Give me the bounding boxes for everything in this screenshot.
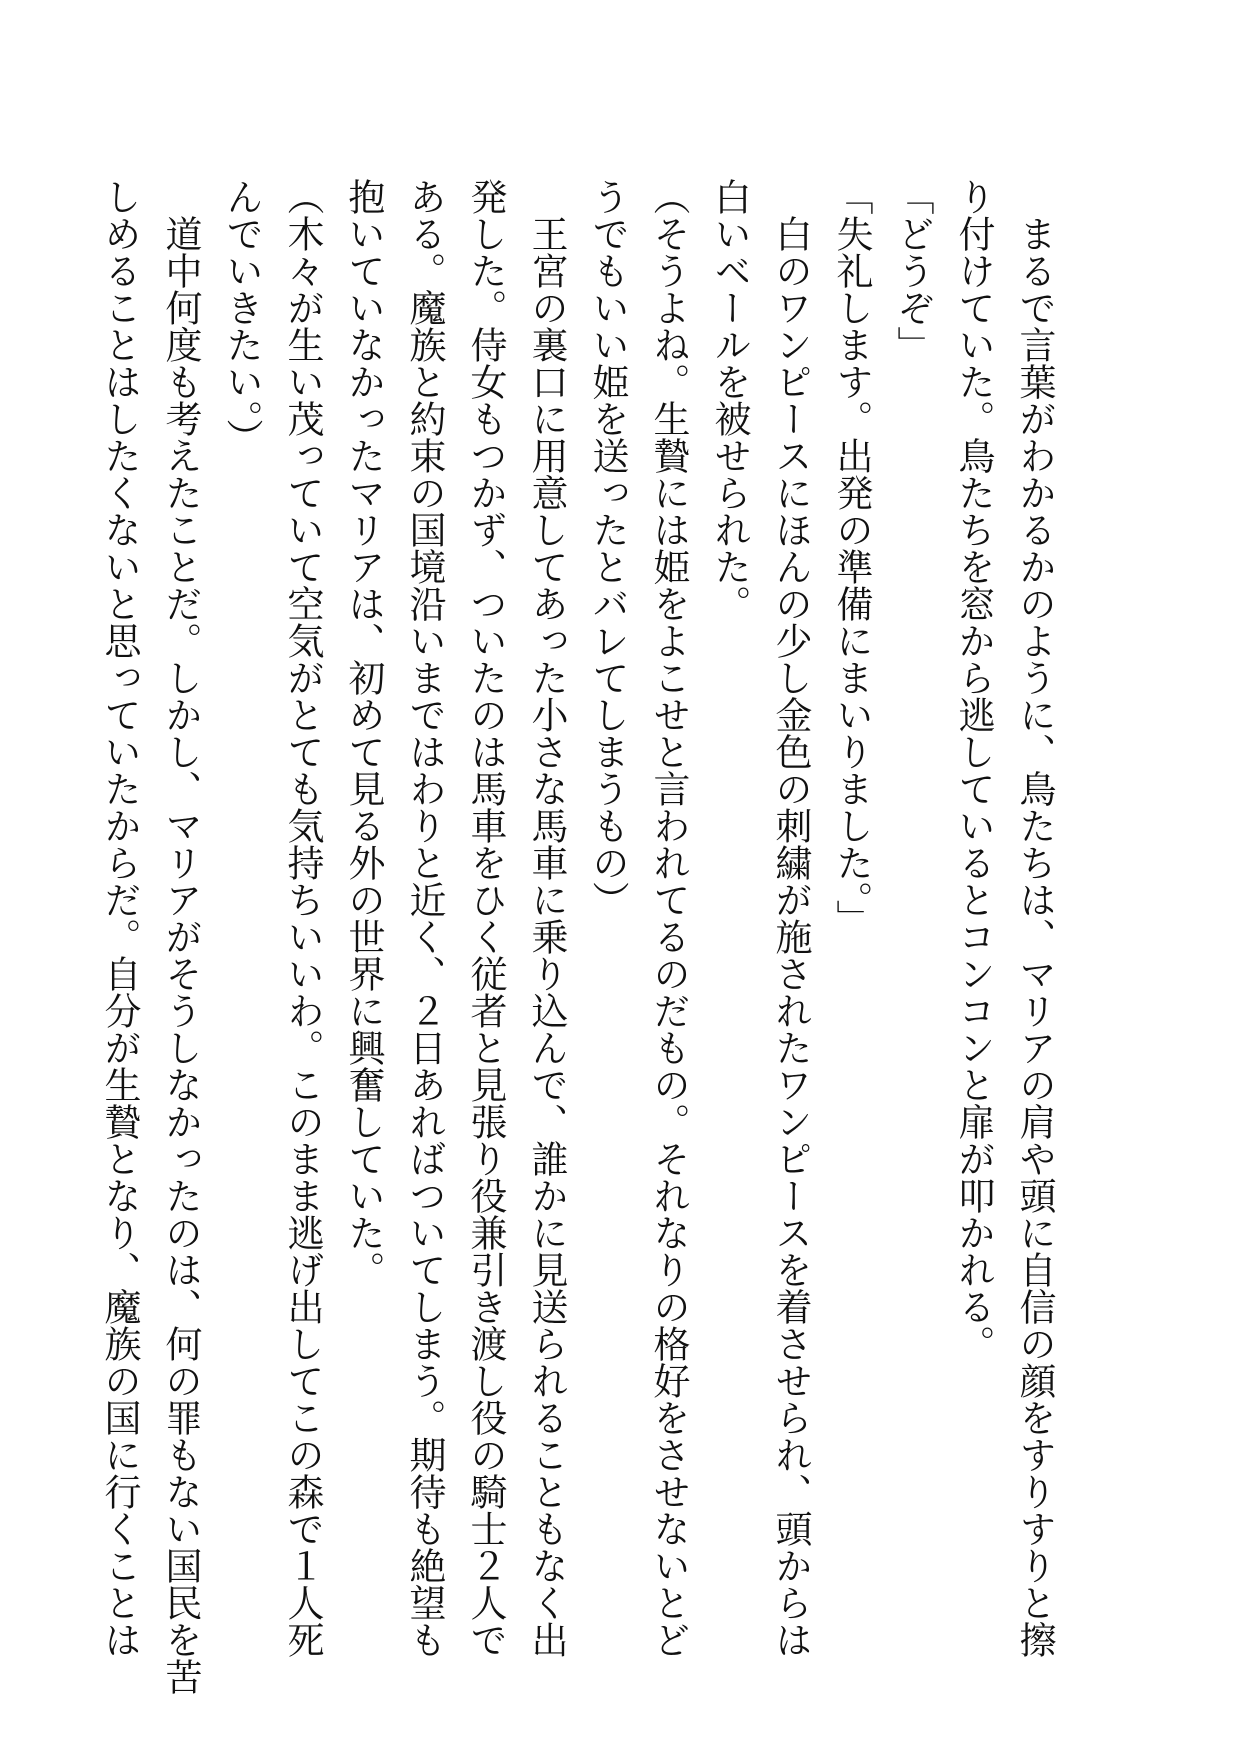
text-line-5: 白のワンピースにほんの少し金色の刺繍が施されたワンピースを着させられ、頭からは bbox=[769, 178, 812, 1658]
text-line-6: 白いベールを被せられた。 bbox=[708, 178, 751, 622]
text-line-3: 「どうぞ」 bbox=[891, 178, 934, 363]
text-line-9: 王宮の裏口に用意してあった小さな馬車に乗り込んで、誰かに見送られることもなく出 bbox=[525, 178, 568, 1658]
text-line-4: 「失礼します。出発の準備にまいりました。」 bbox=[830, 178, 873, 937]
text-line-12: 抱いていなかったマリアは、初めて見る外の世界に興奮していた。 bbox=[342, 178, 385, 1288]
text-line-7: （そうよね。生贄には姫をよこせと言われてるのだもの。それなりの格好をさせないとど bbox=[647, 178, 690, 1658]
text-line-15: 道中何度も考えたことだ。しかし、マリアがそうしなかったのは、何の罪もない国民を苦 bbox=[159, 178, 202, 1695]
text-line-2: り付けていた。鳥たちを窓から逃しているとコンコンと扉が叩かれる。 bbox=[952, 178, 995, 1362]
text-line-11: ある。魔族と約束の国境沿いまではわりと近く、２日あればついてしまう。期待も絶望も bbox=[403, 178, 446, 1658]
text-line-10: 発した。侍女もつかず、ついたのは馬車をひく従者と見張り役兼引き渡し役の騎士２人で bbox=[464, 178, 507, 1658]
text-line-8: うでもいい姫を送ったとバレてしまうもの） bbox=[586, 178, 629, 918]
text-line-16: しめることはしたくないと思っていたからだ。自分が生贄となり、魔族の国に行くことは bbox=[98, 178, 141, 1658]
text-line-1: まるで言葉がわかるかのように、鳥たちは、マリアの肩や頭に自信の顔をすりすりと擦 bbox=[1013, 178, 1056, 1658]
text-line-13: （木々が生い茂っていて空気がとても気持ちいいわ。このまま逃げ出してこの森で１人死 bbox=[281, 178, 324, 1658]
text-line-14: んでいきたい。） bbox=[220, 178, 263, 456]
vertical-text-body bbox=[98, 178, 1065, 1695]
